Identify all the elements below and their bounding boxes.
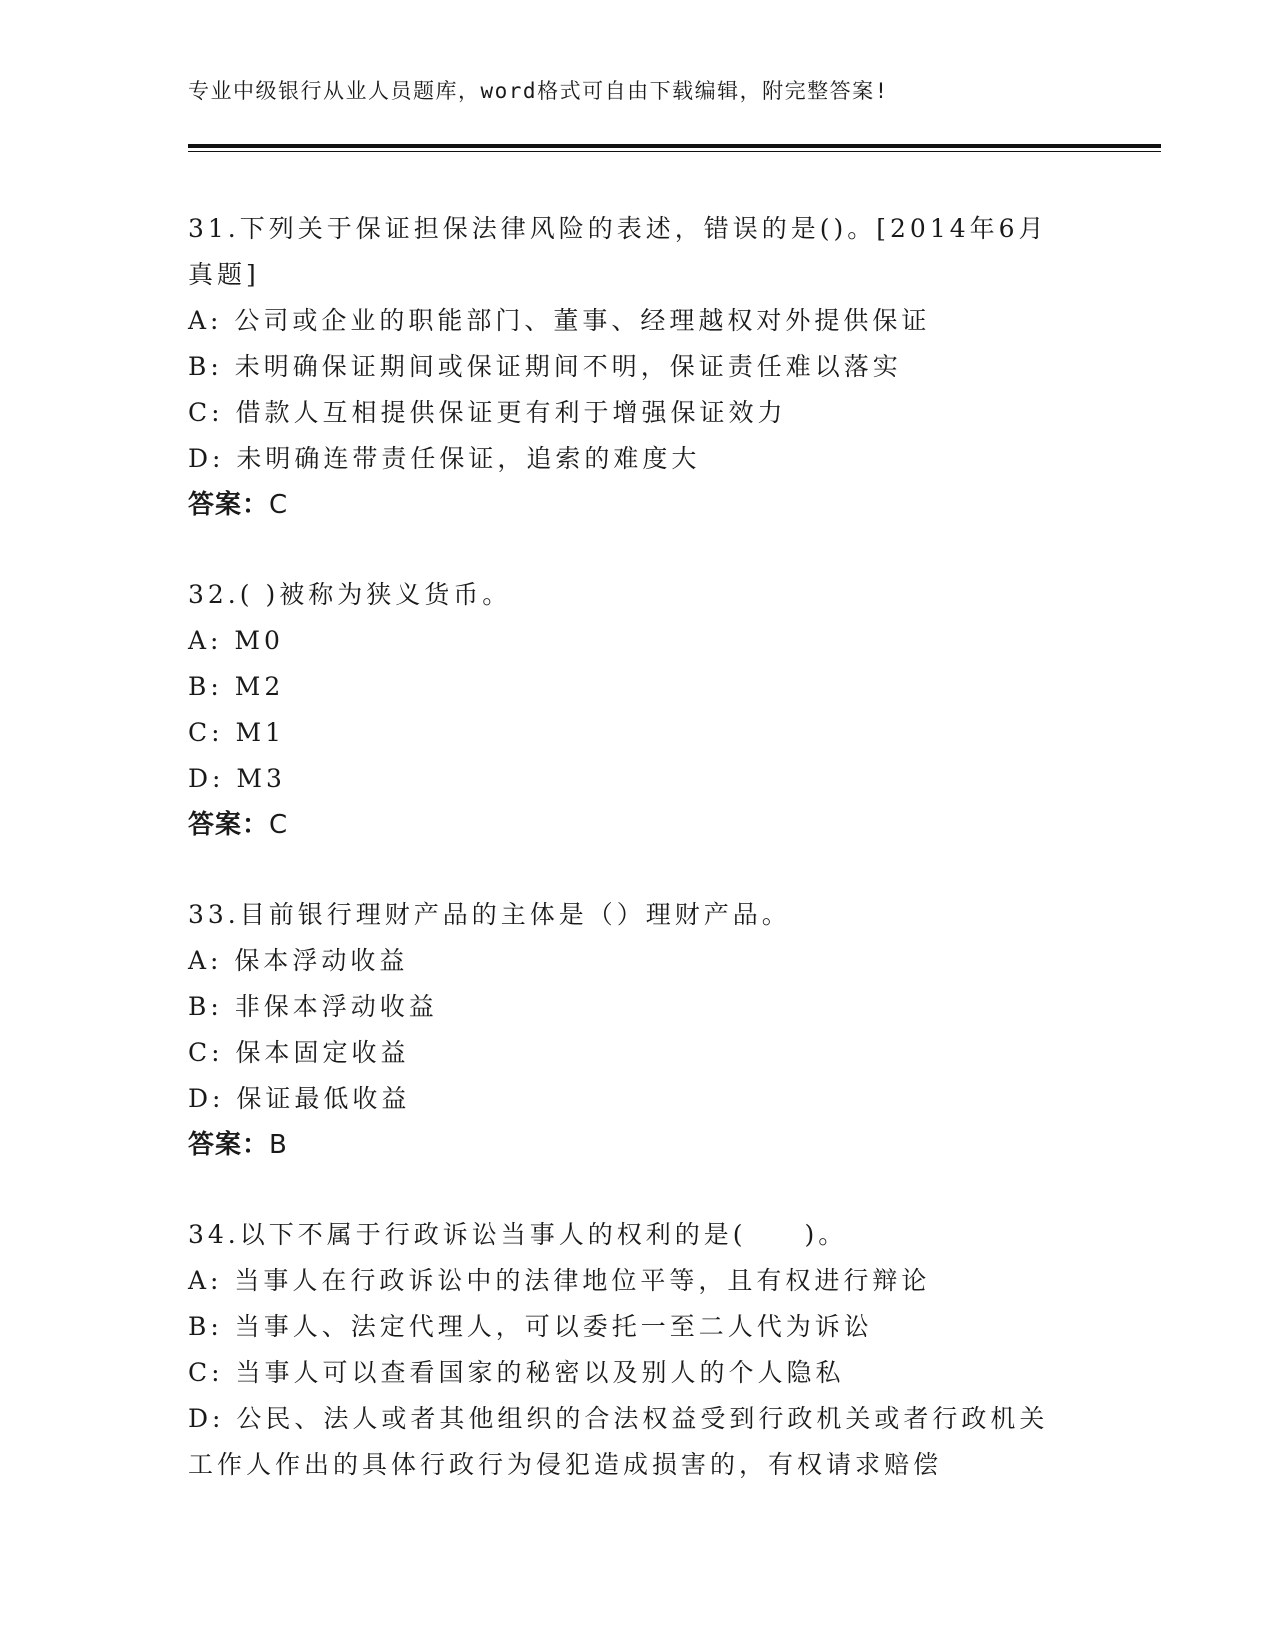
question-stem: 34.以下不属于行政诉讼当事人的权利的是( )。 <box>188 1220 848 1249</box>
option-a: A: 保本浮动收益 <box>188 946 409 975</box>
answer-line <box>188 1122 1088 1168</box>
header-divider-thin <box>188 151 1161 152</box>
option-b: B: 当事人、法定代理人，可以委托一至二人代为诉讼 <box>188 1312 873 1341</box>
option-a: A: 当事人在行政诉讼中的法律地位平等，且有权进行辩论 <box>188 1266 931 1295</box>
option-a: A: 公司或企业的职能部门、董事、经理越权对外提供保证 <box>188 306 931 335</box>
question-32 <box>188 572 1088 848</box>
option-a: A: M0 <box>188 626 284 655</box>
question-stem: 32.( )被称为狭义货币。 <box>188 580 512 609</box>
option-b: B: 未明确保证期间或保证期间不明，保证责任难以落实 <box>188 352 902 381</box>
answer-line <box>188 802 1088 848</box>
option-d: D: 保证最低收益 <box>188 1084 411 1113</box>
answer-label: 答案： <box>188 1130 270 1160</box>
header-text: 专业中级银行从业人员题库，word格式可自由下载编辑，附完整答案! <box>188 79 889 103</box>
question-33 <box>188 892 1088 1168</box>
option-c: C: 借款人互相提供保证更有利于增强保证效力 <box>188 398 787 427</box>
option-d: D: M3 <box>188 764 286 793</box>
option-d: D: 公民、法人或者其他组织的合法权益受到行政机关或者行政机关工作人作出的具体行政行为侵犯造成损害的，有权请求赔偿 <box>188 1404 1049 1479</box>
answer-label: 答案： <box>188 490 270 520</box>
answer-line <box>188 482 1088 528</box>
option-c: C: M1 <box>188 718 286 747</box>
question-list <box>188 206 1088 1532</box>
question-34 <box>188 1212 1088 1488</box>
answer-value: B <box>269 1130 288 1160</box>
option-c: C: 保本固定收益 <box>188 1038 410 1067</box>
answer-value: C <box>269 810 289 840</box>
option-d: D: 未明确连带责任保证，追索的难度大 <box>188 444 701 473</box>
option-b: B: 非保本浮动收益 <box>188 992 438 1021</box>
option-b: B: M2 <box>188 672 285 701</box>
question-stem: 31.下列关于保证担保法律风险的表述，错误的是()。[2014年6月真题] <box>188 214 1048 289</box>
question-31 <box>188 206 1088 528</box>
header-divider-thick <box>188 144 1161 148</box>
option-c: C: 当事人可以查看国家的秘密以及别人的个人隐私 <box>188 1358 845 1387</box>
answer-label: 答案： <box>188 810 270 840</box>
question-stem: 33.目前银行理财产品的主体是（）理财产品。 <box>188 900 791 929</box>
answer-value: C <box>269 490 289 520</box>
